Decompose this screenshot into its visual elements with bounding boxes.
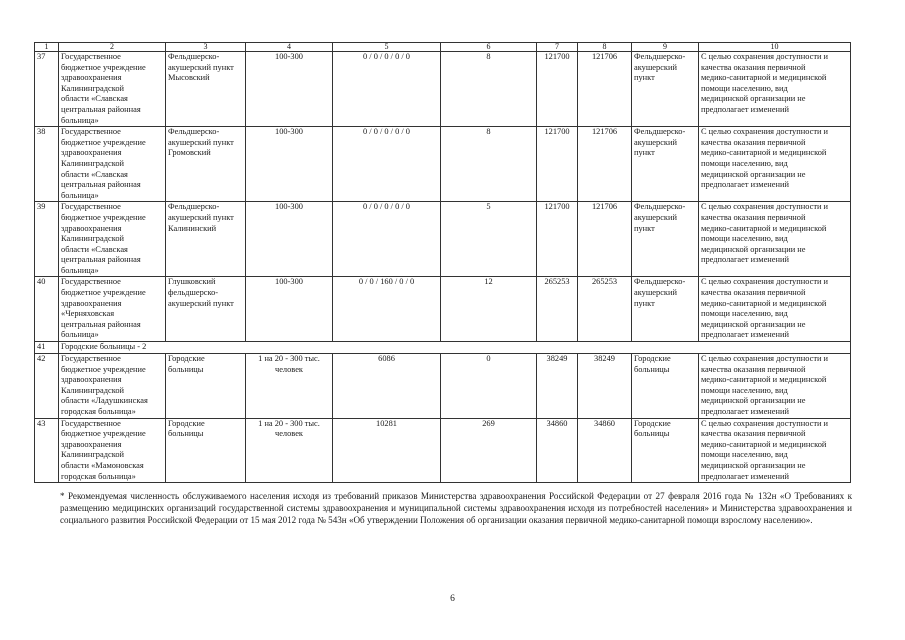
column-8-value: 121706 bbox=[578, 127, 632, 202]
footnote: * Рекомендуемая численность обслуживаемого населения исходя из требований приказов Министерства здравоохранения Российской Федерации от 27 февраля 2016 года № 132н «О Требованиях к размещению медицинских организаций государственной системы здравоохранения и муниципальной системы здравоохранения исходя из потребностей населения» и Министерства здравоохранения и социального развития Российской Федерации от 15 мая 2012 года № 543н «Об утверждении Положения об организации оказания первичной медико-санитарной помощи взрослому населению». bbox=[60, 491, 852, 526]
row-number: 38 bbox=[35, 127, 59, 202]
row-number: 41 bbox=[35, 342, 59, 354]
row-number: 39 bbox=[35, 202, 59, 277]
column-5-value: 0 / 0 / 0 / 0 / 0 bbox=[333, 127, 441, 202]
organization-type: Фельдшерско- акушерский пункт bbox=[632, 52, 699, 127]
facilities-table bbox=[34, 42, 851, 483]
column-7-value: 34860 bbox=[537, 418, 578, 483]
column-6-value: 269 bbox=[441, 418, 537, 483]
unit-name: Фельдшерско- акушерский пункт Калининский bbox=[166, 202, 246, 277]
column-7-value: 121700 bbox=[537, 127, 578, 202]
column-number: 7 bbox=[537, 43, 578, 52]
column-5-value: 0 / 0 / 160 / 0 / 0 bbox=[333, 277, 441, 342]
organization-type: Фельдшерско- акушерский пункт bbox=[632, 127, 699, 202]
table-row bbox=[35, 127, 851, 202]
table-section-row bbox=[35, 342, 851, 354]
justification-text: С целью сохранения доступности и качества оказания первичной медико-санитарной и медицинской помощи населению, вид медицинской организации не предполагает изменений bbox=[699, 202, 851, 277]
column-6-value: 8 bbox=[441, 52, 537, 127]
table-row bbox=[35, 418, 851, 483]
table-row bbox=[35, 52, 851, 127]
column-8-value: 38249 bbox=[578, 354, 632, 419]
organization-name: Государственное бюджетное учреждение здравоохранения Калининградской области «Славская центральная районная больница» bbox=[59, 127, 166, 202]
section-title: Городские больницы - 2 bbox=[59, 342, 851, 354]
column-8-value: 34860 bbox=[578, 418, 632, 483]
organization-name: Государственное бюджетное учреждение здравоохранения Калининградской области «Мамоновская городская больница» bbox=[59, 418, 166, 483]
organization-name: Государственное бюджетное учреждение здравоохранения Калининградской области «Славская центральная районная больница» bbox=[59, 52, 166, 127]
justification-text: С целью сохранения доступности и качества оказания первичной медико-санитарной и медицинской помощи населению, вид медицинской организации не предполагает изменений bbox=[699, 418, 851, 483]
unit-name: Городские больницы bbox=[166, 354, 246, 419]
organization-name: Государственное бюджетное учреждение здравоохранения «Черняховская центральная районная больница» bbox=[59, 277, 166, 342]
column-5-value: 10281 bbox=[333, 418, 441, 483]
organization-type: Городские больницы bbox=[632, 354, 699, 419]
column-number-row bbox=[35, 43, 851, 52]
column-8-value: 265253 bbox=[578, 277, 632, 342]
row-number: 37 bbox=[35, 52, 59, 127]
unit-name: Глушковский фельдшерско- акушерский пункт bbox=[166, 277, 246, 342]
column-5-value: 6086 bbox=[333, 354, 441, 419]
population-norm: 1 на 20 - 300 тыс. человек bbox=[246, 418, 333, 483]
justification-text: С целью сохранения доступности и качества оказания первичной медико-санитарной и медицинской помощи населению, вид медицинской организации не предполагает изменений bbox=[699, 52, 851, 127]
table-row bbox=[35, 354, 851, 419]
justification-text: С целью сохранения доступности и качества оказания первичной медико-санитарной и медицинской помощи населению, вид медицинской организации не предполагает изменений bbox=[699, 354, 851, 419]
column-7-value: 38249 bbox=[537, 354, 578, 419]
unit-name: Фельдшерско- акушерский пункт Громовский bbox=[166, 127, 246, 202]
column-6-value: 5 bbox=[441, 202, 537, 277]
unit-name: Городские больницы bbox=[166, 418, 246, 483]
column-number: 3 bbox=[166, 43, 246, 52]
column-5-value: 0 / 0 / 0 / 0 / 0 bbox=[333, 202, 441, 277]
column-7-value: 121700 bbox=[537, 202, 578, 277]
column-7-value: 121700 bbox=[537, 52, 578, 127]
table-body bbox=[35, 43, 851, 483]
population-norm: 1 на 20 - 300 тыс. человек bbox=[246, 354, 333, 419]
column-number: 5 bbox=[333, 43, 441, 52]
organization-name: Государственное бюджетное учреждение здравоохранения Калининградской области «Славская центральная районная больница» bbox=[59, 202, 166, 277]
organization-name: Государственное бюджетное учреждение здравоохранения Калининградской области «Ладушкинская городская больница» bbox=[59, 354, 166, 419]
column-number: 1 bbox=[35, 43, 59, 52]
organization-type: Городские больницы bbox=[632, 418, 699, 483]
column-8-value: 121706 bbox=[578, 202, 632, 277]
row-number: 42 bbox=[35, 354, 59, 419]
column-6-value: 12 bbox=[441, 277, 537, 342]
column-6-value: 0 bbox=[441, 354, 537, 419]
column-number: 9 bbox=[632, 43, 699, 52]
column-number: 6 bbox=[441, 43, 537, 52]
population-norm: 100-300 bbox=[246, 52, 333, 127]
column-number: 10 bbox=[699, 43, 851, 52]
population-norm: 100-300 bbox=[246, 127, 333, 202]
justification-text: С целью сохранения доступности и качества оказания первичной медико-санитарной и медицинской помощи населению, вид медицинской организации не предполагает изменений bbox=[699, 277, 851, 342]
organization-type: Фельдшерско- акушерский пункт bbox=[632, 277, 699, 342]
justification-text: С целью сохранения доступности и качества оказания первичной медико-санитарной и медицинской помощи населению, вид медицинской организации не предполагает изменений bbox=[699, 127, 851, 202]
table-row bbox=[35, 202, 851, 277]
column-number: 2 bbox=[59, 43, 166, 52]
column-number: 4 bbox=[246, 43, 333, 52]
organization-type: Фельдшерско- акушерский пункт bbox=[632, 202, 699, 277]
page-number: 6 bbox=[450, 594, 455, 604]
unit-name: Фельдшерско- акушерский пункт Мысовский bbox=[166, 52, 246, 127]
table-row bbox=[35, 277, 851, 342]
row-number: 40 bbox=[35, 277, 59, 342]
column-7-value: 265253 bbox=[537, 277, 578, 342]
population-norm: 100-300 bbox=[246, 202, 333, 277]
column-8-value: 121706 bbox=[578, 52, 632, 127]
population-norm: 100-300 bbox=[246, 277, 333, 342]
row-number: 43 bbox=[35, 418, 59, 483]
column-number: 8 bbox=[578, 43, 632, 52]
column-6-value: 8 bbox=[441, 127, 537, 202]
column-5-value: 0 / 0 / 0 / 0 / 0 bbox=[333, 52, 441, 127]
